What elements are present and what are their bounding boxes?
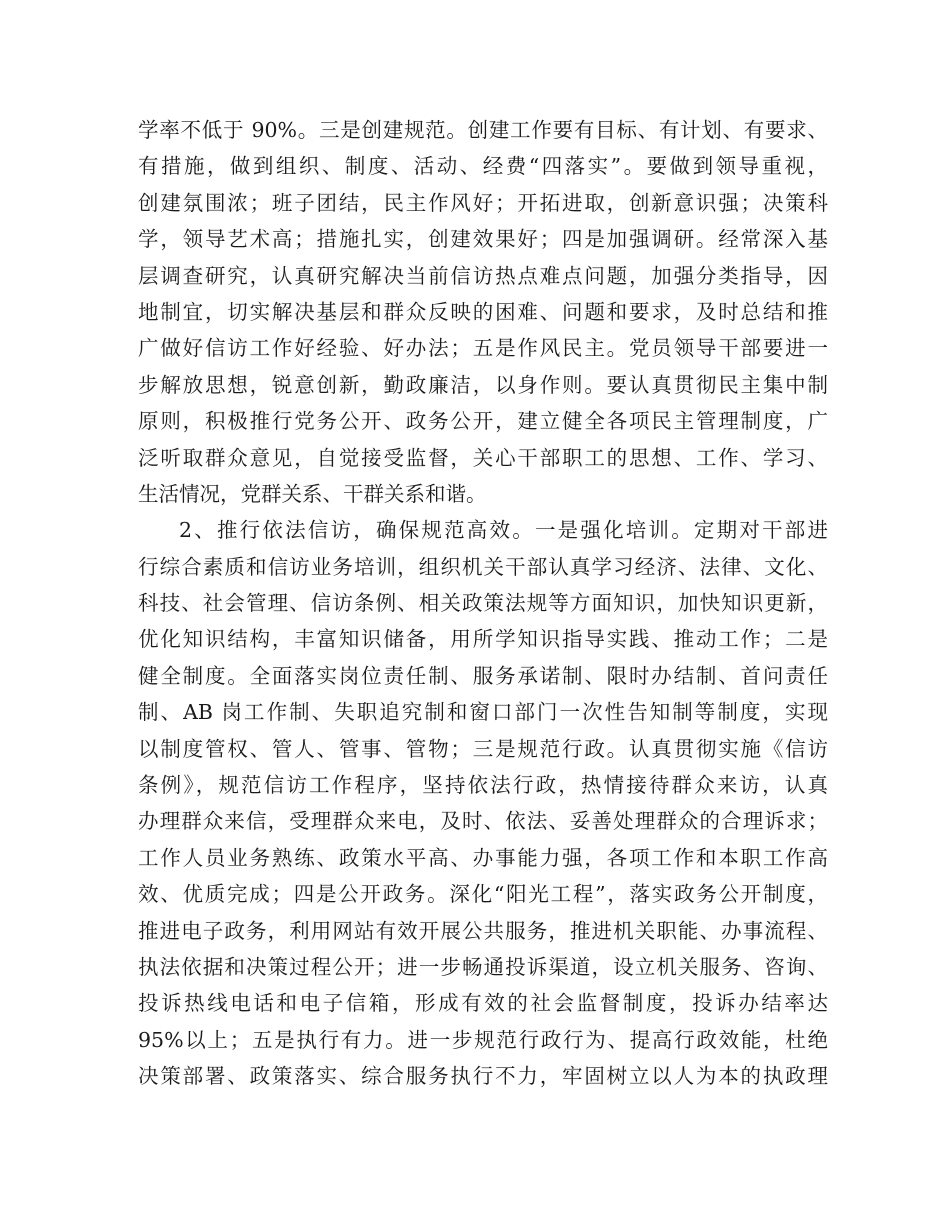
text-line: 泛听取群众意见，自觉接受监督，关心干部职工的思想、工作、学习、	[138, 445, 828, 470]
text-line: 决策部署、政策落实、综合服务执行不力，牢固树立以人为本的执政理	[138, 1064, 828, 1089]
text-line: 制、AB 岗工作制、失职追究制和窗口部门一次性告知制等制度，实现	[138, 700, 828, 725]
text-line: 广做好信访工作好经验、好办法；五是作风民主。党员领导干部要进一	[138, 336, 828, 361]
text-line: 学率不低于 90%。三是创建规范。创建工作要有目标、有计划、有要求、	[138, 118, 828, 142]
text-line: 科技、社会管理、信访条例、相关政策法规等方面知识，加快知识更新，	[138, 591, 828, 616]
text-line: 推进电子政务，利用网站有效开展公共服务，推进机关职能、办事流程、	[138, 918, 828, 943]
text-line: 地制宜，切实解决基层和群众反映的困难、问题和要求，及时总结和推	[138, 299, 828, 324]
text-line: 有措施，做到组织、制度、活动、经费“四落实”。要做到领导重视，	[138, 154, 828, 179]
text-line: 健全制度。全面落实岗位责任制、服务承诺制、限时办结制、首问责任	[138, 663, 828, 688]
text-line: 生活情况，党群关系、干群关系和谐。	[138, 481, 487, 506]
text-line: 学，领导艺术高；措施扎实，创建效果好；四是加强调研。经常深入基	[138, 227, 828, 252]
text-line: 原则，积极推行党务公开、政务公开，建立健全各项民主管理制度，广	[138, 409, 828, 434]
document-body	[138, 112, 828, 1095]
text-line: 工作人员业务熟练、政策水平高、办事能力强，各项工作和本职工作高	[138, 845, 828, 870]
paragraph-start-line: 2、推行依法信访，确保规范高效。一是强化培训。定期对干部进	[179, 518, 828, 543]
text-line: 行综合素质和信访业务培训，组织机关干部认真学习经济、法律、文化、	[138, 554, 828, 579]
text-line: 优化知识结构，丰富知识储备，用所学知识指导实践、推动工作；二是	[138, 627, 828, 652]
text-line: 投诉热线电话和电子信箱，形成有效的社会监督制度，投诉办结率达	[138, 991, 828, 1016]
text-line: 执法依据和决策过程公开；进一步畅通投诉渠道，设立机关服务、咨询、	[138, 954, 828, 979]
text-line: 效、优质完成；四是公开政务。深化“阳光工程”，落实政务公开制度，	[138, 882, 828, 907]
text-line: 以制度管权、管人、管事、管物；三是规范行政。认真贯彻实施《信访	[138, 736, 828, 761]
text-line: 创建氛围浓；班子团结，民主作风好；开拓进取，创新意识强；决策科	[138, 190, 828, 215]
text-line: 层调查研究，认真研究解决当前信访热点难点问题，加强分类指导，因	[138, 263, 828, 288]
text-line: 办理群众来信，受理群众来电，及时、依法、妥善处理群众的合理诉求；	[138, 809, 828, 834]
text-line: 步解放思想，锐意创新，勤政廉洁，以身作则。要认真贯彻民主集中制	[138, 372, 828, 397]
text-line: 95%以上；五是执行有力。进一步规范行政行为、提高行政效能，杜绝	[138, 1027, 828, 1052]
text-line: 条例》，规范信访工作程序，坚持依法行政，热情接待群众来访，认真	[138, 773, 828, 798]
